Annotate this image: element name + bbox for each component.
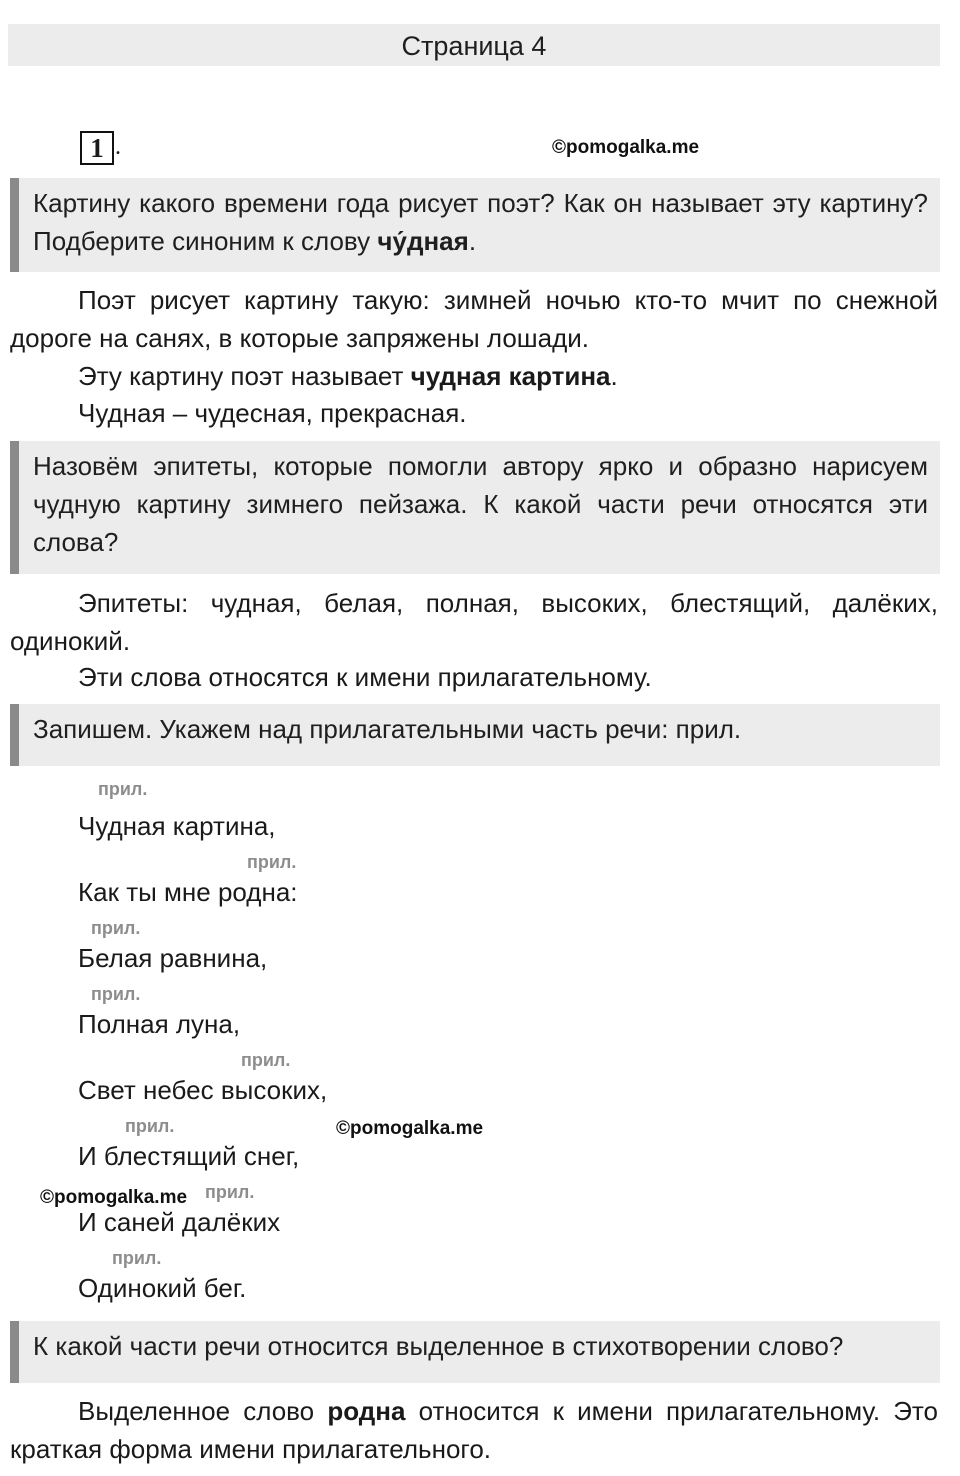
pos-annotation: прил.: [112, 1248, 162, 1268]
answer-bold-text: чудная картина: [410, 361, 611, 391]
question-block: [10, 178, 940, 272]
question-text: Запишем. Укажем над прилагательными часть речи: прил.: [33, 714, 742, 744]
question-text: Картину какого времени года рисует поэт? Как он называет эту картину? Подберите синоним к слову: [33, 188, 928, 256]
question-block: [10, 1321, 940, 1383]
answer-bold-text: родна: [327, 1396, 406, 1426]
question-text: К какой части речи относится выделенное в стихотворении слово?: [33, 1331, 844, 1361]
answer-paragraph: Поэт рисует картину такую: зимней ночью кто-то мчит по снежной дороге на санях, в которые запряжены лошади.: [10, 285, 938, 353]
poem-line: Чудная картина,: [78, 811, 276, 841]
poem-line: Одинокий бег.: [78, 1273, 247, 1303]
answer-text: относится к имени прилагательному. Это краткая форма имени прилагательного.: [10, 1396, 938, 1464]
pos-annotation: прил.: [91, 918, 141, 938]
answer-paragraph: [10, 1392, 938, 1468]
pos-annotation: прил.: [125, 1116, 175, 1136]
question-text: Назовём эпитеты, которые помогли автору ярко и образно нарисуем чудную картину зимнего пейзажа. К какой части речи относятся эти слова?: [33, 451, 928, 557]
watermark: ©pomogalka.me: [40, 1187, 188, 1208]
question-block: [10, 704, 940, 766]
pos-annotation: прил.: [91, 984, 141, 1004]
pos-annotation: прил.: [98, 779, 148, 799]
answer-text: Выделенное слово: [78, 1396, 328, 1426]
answer-text: .: [610, 361, 618, 391]
question-block: [10, 441, 940, 574]
question-end: .: [468, 226, 477, 256]
pos-annotation: прил.: [247, 852, 297, 872]
poem-line: Белая равнина,: [78, 943, 268, 973]
page-title: Страница 4: [8, 24, 940, 66]
pos-annotation: прил.: [241, 1050, 291, 1070]
poem-line: Как ты мне родна:: [78, 877, 298, 907]
task-number-dot: .: [115, 134, 121, 160]
answer-text: Эту картину поэт называет: [78, 361, 411, 391]
answer-paragraph: Эти слова относятся к имени прилагательному.: [78, 662, 652, 692]
watermark: ©pomogalka.me: [552, 137, 700, 158]
answer-paragraph: Чудная – чудесная, прекрасная.: [78, 398, 467, 428]
poem-line: И блестящий снег,: [78, 1141, 300, 1171]
pos-annotation: прил.: [205, 1182, 255, 1202]
poem-line: И саней далёких: [78, 1207, 281, 1237]
poem-line: Свет небес высоких,: [78, 1075, 328, 1105]
question-bold-word: чу́дная: [377, 226, 469, 256]
watermark: ©pomogalka.me: [336, 1118, 484, 1139]
answer-paragraph: Эпитеты: чудная, белая, полная, высоких, блестящий, далёких, одинокий.: [10, 588, 938, 656]
poem-line: Полная луна,: [78, 1009, 241, 1039]
task-number-box: 1: [80, 131, 114, 165]
answer-paragraph: [10, 357, 938, 395]
